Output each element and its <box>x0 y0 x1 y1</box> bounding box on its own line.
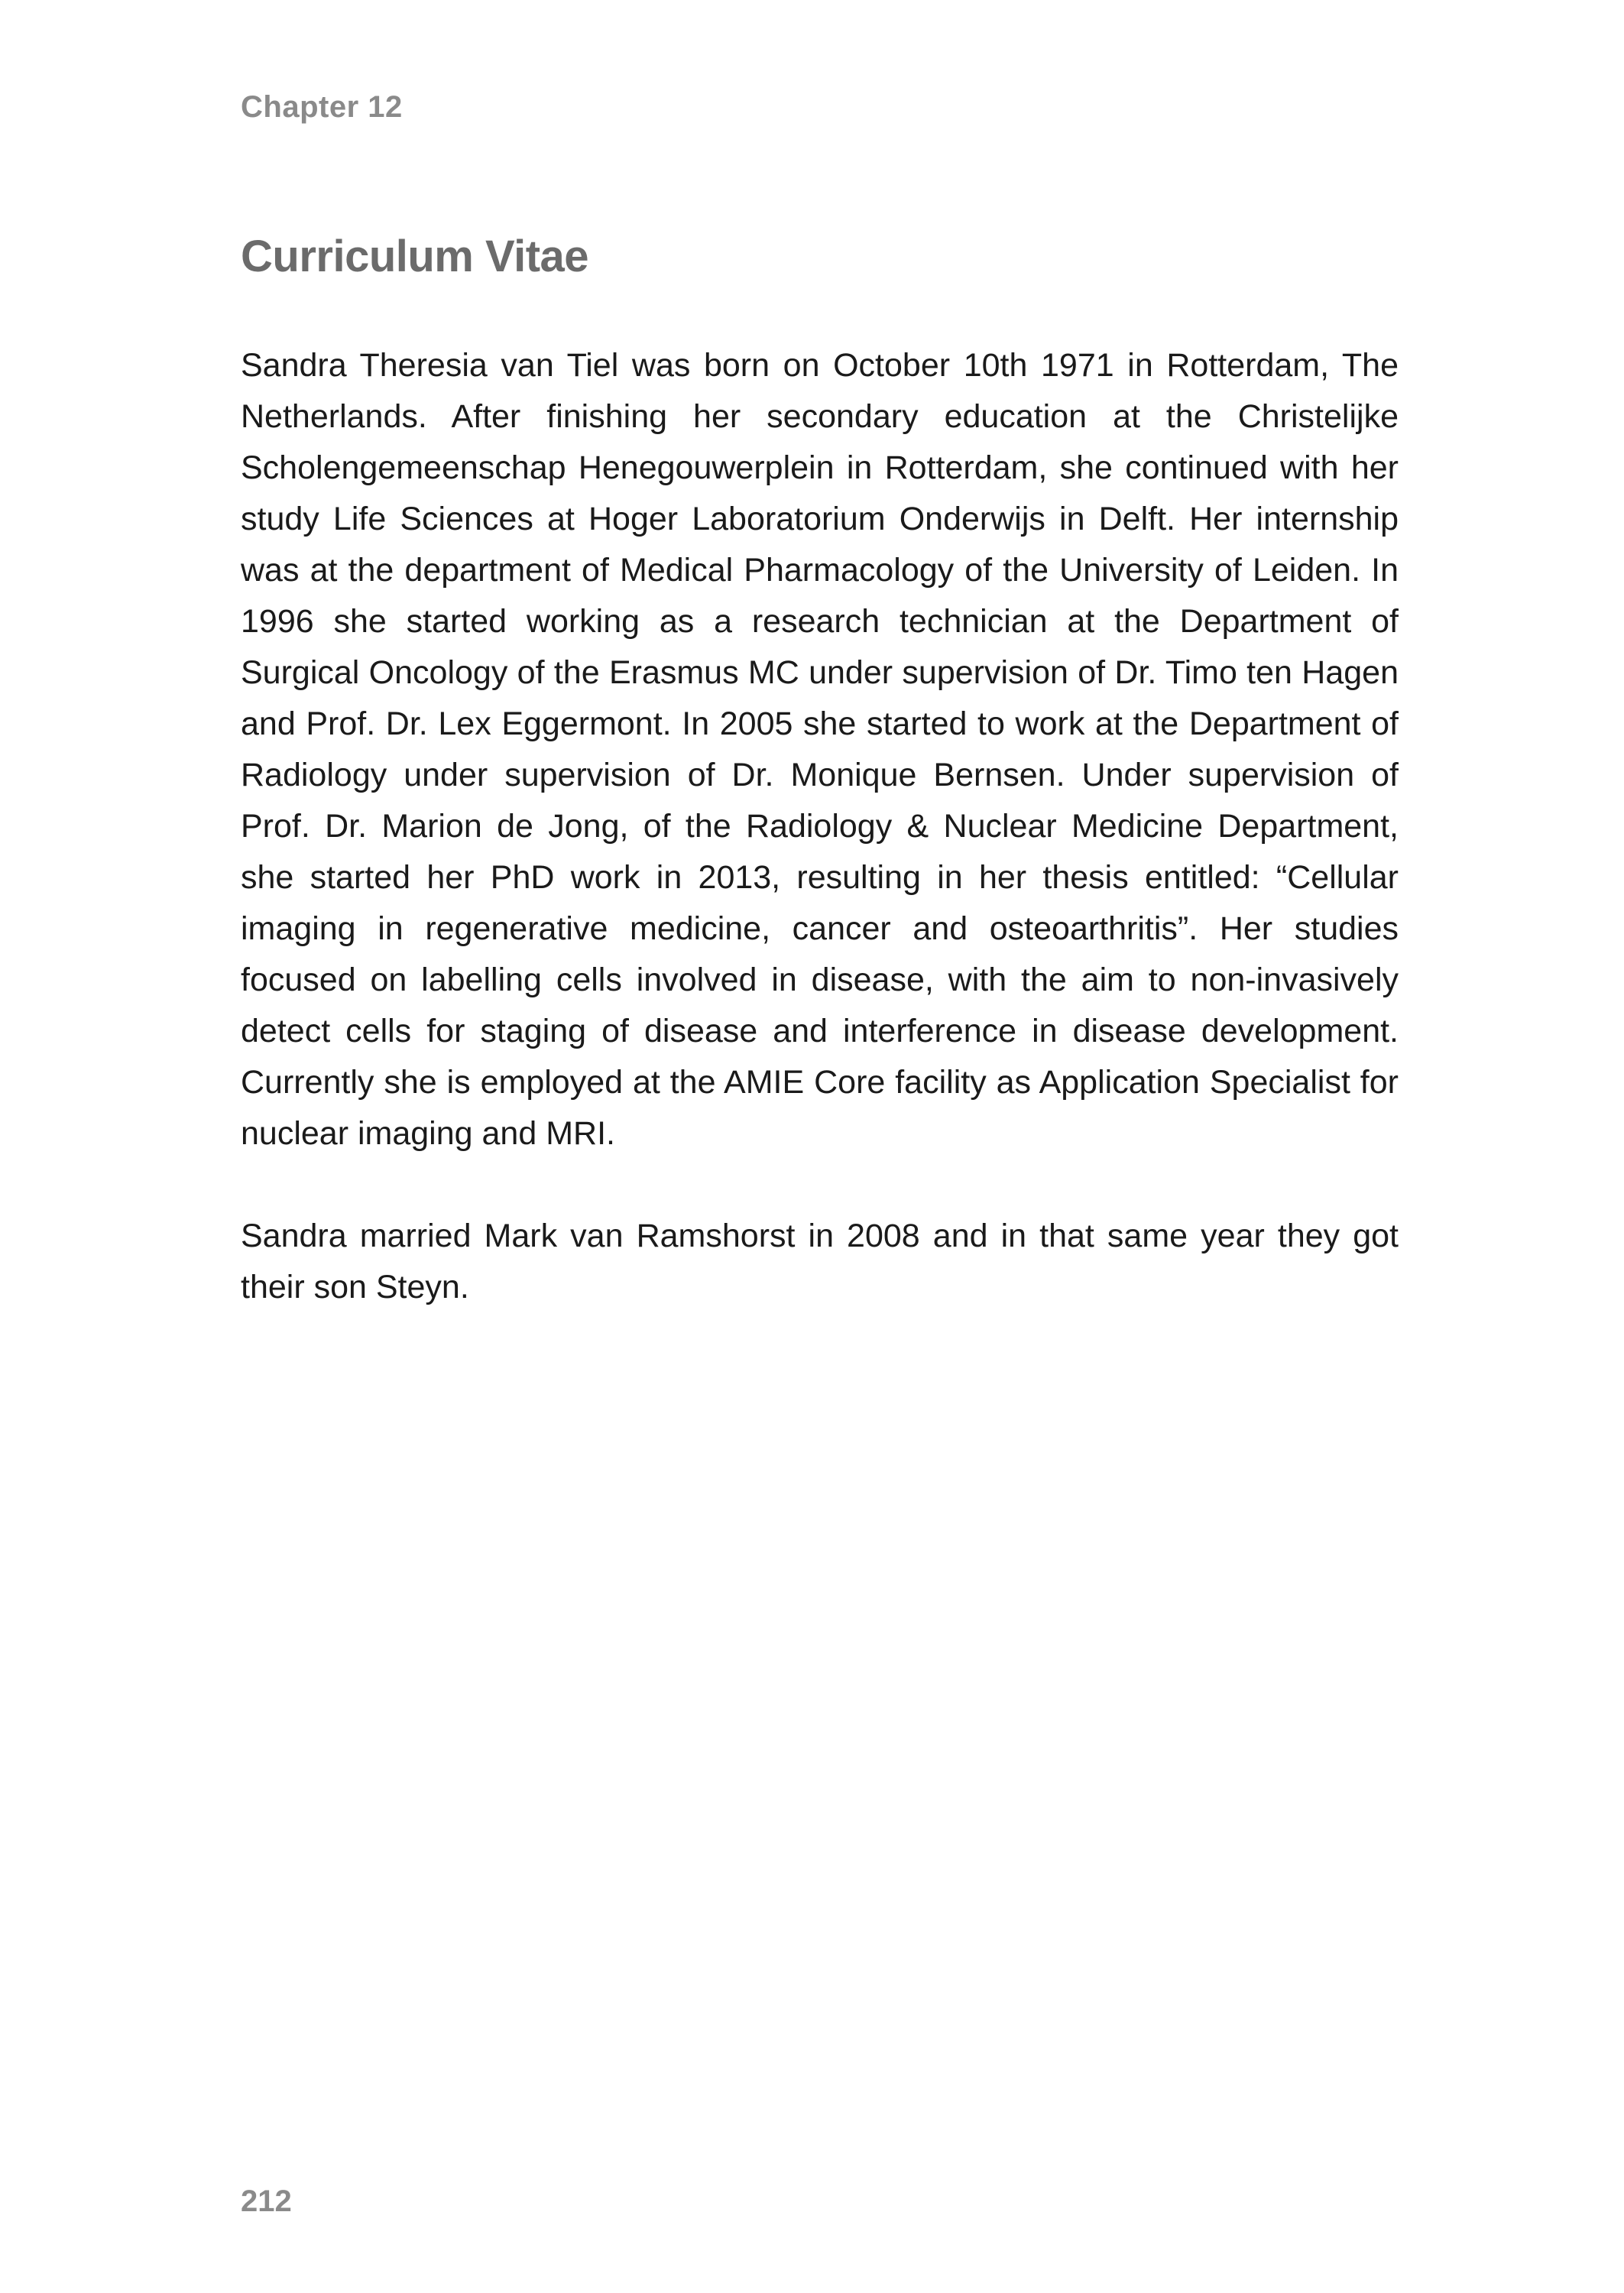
body-text <box>241 340 1399 1313</box>
paragraph-family: Sandra married Mark van Ramshorst in 2008 and in that same year they got their son Steyn. <box>241 1218 1399 1305</box>
chapter-header: Chapter 12 <box>241 90 403 124</box>
page-title: Curriculum Vitae <box>241 232 589 281</box>
page-number: 212 <box>241 2184 292 2218</box>
paragraph-biography: Sandra Theresia van Tiel was born on October 10th 1971 in Rotterdam, The Netherlands. After finishing her secondary education at the Christelijke Scholengemeenschap Henegouwerplein in Rotterdam, she continued with her study Life Sciences at Hoger Laboratorium Onderwijs in Delft. Her internship was at the department of Medical Pharmacology of the University of Leiden. In 1996 she started working as a research technician at the Department of Surgical Oncology of the Erasmus MC under supervision of Dr. Timo ten Hagen and Prof. Dr. Lex Eggermont. In 2005 she started to work at the Department of Radiology under supervision of Dr. Monique Bernsen. Under supervision of Prof. Dr. Marion de Jong, of the Radiology & Nuclear Medicine Department, she started her PhD work in 2013, resulting in her thesis entitled: “Cellular imaging in regenerative medicine, cancer and osteoarthritis”. Her studies focused on labelling cells involved in disease, with the aim to non-invasively detect cells for staging of disease and interference in disease development. Currently she is employed at the AMIE Core facility as Application Specialist for nuclear imaging and MRI. <box>241 347 1399 1152</box>
